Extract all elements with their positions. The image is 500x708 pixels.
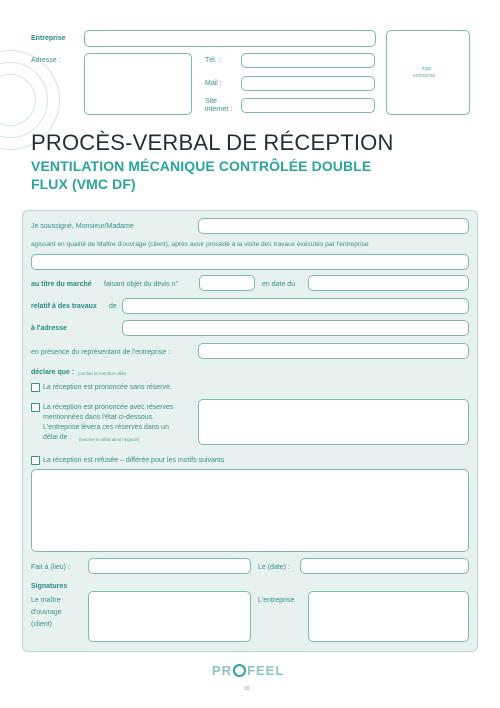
site-field[interactable] [241,98,375,113]
page-number: 18 [244,686,250,692]
mail-field[interactable] [241,76,375,91]
delai-note: (inscrire le délai ainsi négocié) [79,437,140,442]
maitre-label-3: (client) [31,621,53,628]
site-label-2: internet : [205,106,233,113]
entreprise-label: Entreprise [31,35,66,42]
le-date-label: Le (date) : [258,564,290,571]
tel-label: Tél. : [205,57,221,64]
option-avec-reserves-label: La réception est prononcée avec réserves [43,404,174,411]
travaux-field[interactable] [122,298,469,314]
page-title: PROCÈS-VERBAL DE RÉCEPTION [31,130,394,155]
logo-text-part1: PR [212,663,233,678]
fait-a-label: Fait à (lieu) : [31,564,70,571]
option-sans-reserve-label: La réception est prononcée sans réserve. [43,384,172,391]
signature-client-field[interactable] [88,591,251,642]
marche-label-rest: faisant objet du devis n° [104,281,179,288]
adresse-field[interactable] [84,53,192,115]
soussigne-label: Je soussigné, Monsieur/Madame [31,223,134,230]
entreprise-signature-label: L'entreprise [258,597,295,604]
option-refusee-label: La réception est refusée – différée pour les motifs suivants [43,457,225,464]
fait-a-field[interactable] [88,558,251,574]
representant-field[interactable] [198,343,469,359]
signature-entreprise-field[interactable] [308,591,469,642]
relatif-label: relatif à des travaux [31,303,97,310]
agissant-text: agissant en qualité de Maître d'ouvrage (client), après avoir procédé à la visite des travaux exécutés par l'entreprise [31,241,369,248]
marche-label: au titre du marché [31,281,92,288]
option-avec-reserves-line3: L'entreprise lèvera ces réserves dans un [43,424,169,431]
maitre-label-2: d'ouvrage [31,609,62,616]
reserves-field[interactable] [198,399,469,445]
option-sans-reserve-checkbox[interactable] [31,383,40,392]
signatures-label: Signatures [31,583,68,590]
declare-label: déclare que : [31,369,75,376]
adresse-travaux-field[interactable] [122,320,469,336]
adresse-travaux-label: à l'adresse [31,325,67,332]
tel-field[interactable] [241,53,375,68]
devis-date-field[interactable] [308,275,469,291]
le-date-field[interactable] [300,558,469,574]
devis-number-field[interactable] [199,275,255,291]
adresse-label: Adresse : [31,57,61,64]
relatif-label-rest: de [109,303,117,310]
presence-label: en présence du représentant de l'entreprise : [31,349,171,356]
option-avec-reserves-line2: mentionnées dans l'état ci-dessous. [43,414,155,421]
option-refusee-checkbox[interactable] [31,456,40,465]
page-subtitle-line1: VENTILATION MÉCANIQUE CONTRÔLÉE DOUBLE [31,158,372,174]
option-avec-reserves-checkbox[interactable] [31,403,40,412]
maitre-label-1: Le maître [31,597,61,604]
entreprise-field[interactable] [84,30,376,47]
entreprise-name-field[interactable] [31,254,469,270]
soussigne-field[interactable] [198,218,469,234]
profeel-logo [212,663,284,678]
page-subtitle-line2: FLUX (VMC DF) [31,176,136,192]
declare-note: (cocher la mention utile) [78,371,127,376]
option-avec-reserves-line4: délai de : [43,434,72,441]
site-label: Site [205,98,218,105]
en-date-label: en date du [262,281,296,288]
motifs-field[interactable] [31,469,469,552]
logo-placeholder-text: logo [422,66,432,72]
logo-placeholder-text-2: entreprise [413,73,436,79]
logo-circle-icon [233,664,246,677]
mail-label: Mail : [205,80,222,87]
logo-text-part2: FEEL [247,663,285,678]
